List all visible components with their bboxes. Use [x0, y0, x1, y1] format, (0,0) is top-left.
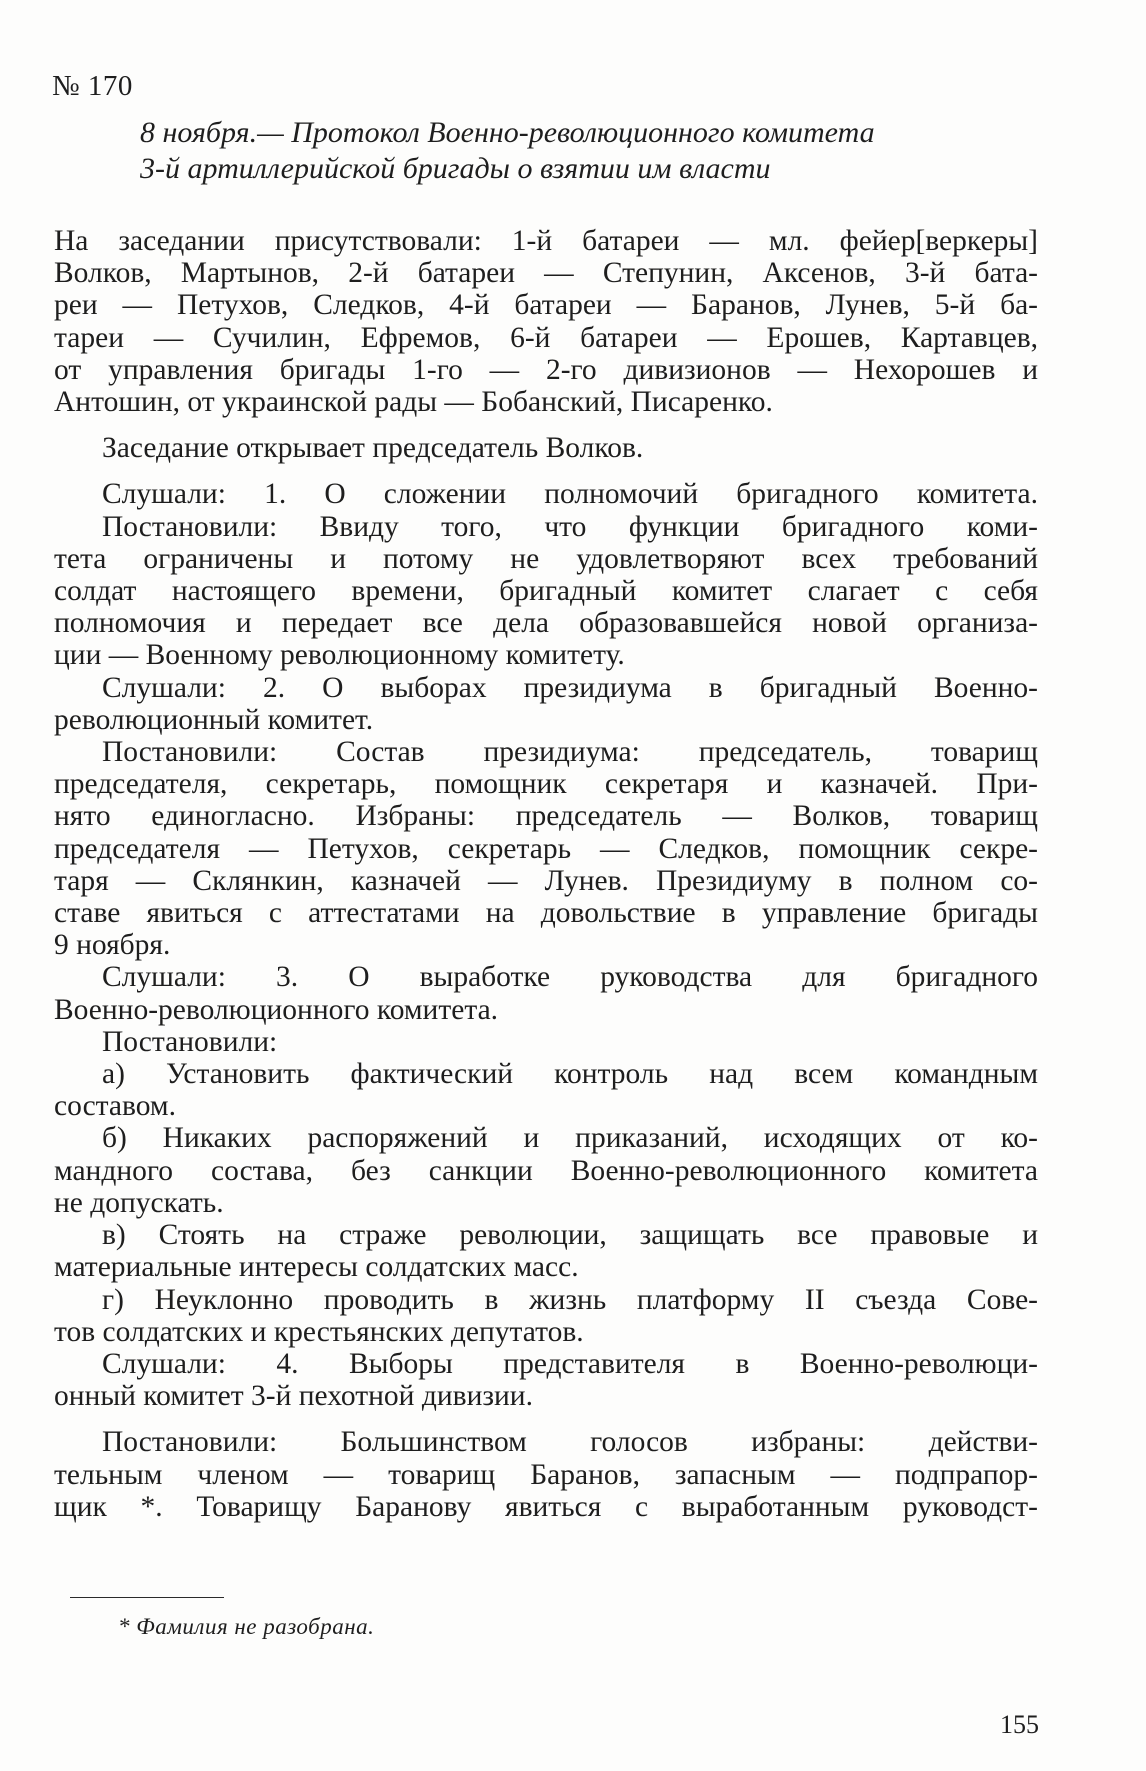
resolution-heading: Постановили: Состав президиума: председатель, товарищ	[102, 736, 1038, 769]
body-line: от управления бригады 1-го — 2-го дивизионов — Нехорошев и	[54, 353, 1038, 386]
body-line: полномочия и передает все дела образовавшейся новой организа-	[54, 607, 1038, 640]
resolution-heading: Постановили: Большинством голосов избраны: действи-	[102, 1426, 1038, 1459]
body-line: нято единогласно. Избраны: председатель — Волков, товарищ	[54, 800, 1038, 833]
list-item: г) Неуклонно проводить в жизнь платформу II съезда Сове-	[102, 1283, 1038, 1316]
title-line: 8 ноября.— Протокол Военно-революционного комитета	[140, 116, 875, 149]
resolution-heading: Слушали: 4. Выборы представителя в Военно-революци-	[102, 1347, 1038, 1380]
footnote-divider	[70, 1597, 224, 1598]
body-line: председателя, секретарь, помощник секретаря и казначей. При-	[54, 768, 1038, 801]
protocol-body	[54, 225, 1038, 1523]
body-line: тареи — Сучилин, Ефремов, 6-й батареи — Ерошев, Картавцев,	[54, 321, 1038, 354]
resolution-heading: Постановили: Ввиду того, что функции бригадного коми-	[102, 510, 1038, 543]
list-item: а) Установить фактический контроль над всем командным	[102, 1058, 1038, 1091]
body-line: ставе явиться с аттестатами на довольствие в управление бригады	[54, 897, 1038, 930]
body-line: Волков, Мартынов, 2-й батареи — Степунин, Аксенов, 3-й бата-	[54, 257, 1038, 290]
list-item: в) Стоять на страже революции, защищать все правовые и	[102, 1219, 1038, 1252]
body-line: щик *. Товарищу Баранову явиться с выработанным руководст-	[54, 1490, 1038, 1523]
body-line: На заседании присутствовали: 1-й батареи — мл. фейер[веркеры]	[54, 225, 1038, 257]
resolution-heading: Постановили:	[102, 1025, 278, 1058]
body-line: реи — Петухов, Следков, 4-й батареи — Баранов, Лунев, 5-й ба-	[54, 289, 1038, 322]
resolution-heading: Слушали: 2. О выборах президиума в бригадный Военно-	[102, 671, 1038, 704]
body-line: тов солдатских и крестьянских депутатов.	[54, 1315, 584, 1348]
document-title	[140, 115, 1040, 187]
body-line: Заседание открывает председатель Волков.	[102, 432, 644, 465]
body-line: Военно-революционного комитета.	[54, 993, 499, 1026]
document-number: № 170	[52, 70, 133, 102]
body-line: солдат настоящего времени, бригадный комитет слагает с себя	[54, 575, 1038, 608]
body-line: составом.	[54, 1090, 176, 1123]
body-line: революционный комитет.	[54, 703, 374, 736]
body-line: Антошин, от украинской рады — Бобанский, Писаренко.	[54, 386, 773, 419]
page-number: 155	[1000, 1710, 1039, 1739]
resolution-heading: Слушали: 3. О выработке руководства для бригадного	[102, 961, 1038, 994]
body-line: ции — Военному революционному комитету.	[54, 639, 625, 672]
footnote: * Фамилия не разобрана.	[118, 1614, 375, 1639]
body-line: не допускать.	[54, 1186, 224, 1219]
title-line: 3-й артиллерийской бригады о взятии им власти	[140, 152, 771, 185]
body-line: тельным членом — товарищ Баранов, запасным — подпрапор-	[54, 1458, 1038, 1491]
body-line: 9 ноября.	[54, 929, 171, 962]
resolution-heading: Слушали: 1. О сложении полномочий бригадного комитета.	[102, 478, 1038, 511]
body-line: онный комитет 3-й пехотной дивизии.	[54, 1380, 533, 1413]
list-item: б) Никаких распоряжений и приказаний, исходящих от ко-	[102, 1122, 1038, 1155]
body-line: мандного состава, без санкции Военно-революционного комитета	[54, 1154, 1038, 1187]
body-line: материальные интересы солдатских масс.	[54, 1251, 579, 1284]
body-line: таря — Склянкин, казначей — Лунев. Президиуму в полном со-	[54, 864, 1038, 897]
body-line: тета ограничены и потому не удовлетворяют всех требований	[54, 542, 1038, 575]
body-line: председателя — Петухов, секретарь — Следков, помощник секре-	[54, 832, 1038, 865]
